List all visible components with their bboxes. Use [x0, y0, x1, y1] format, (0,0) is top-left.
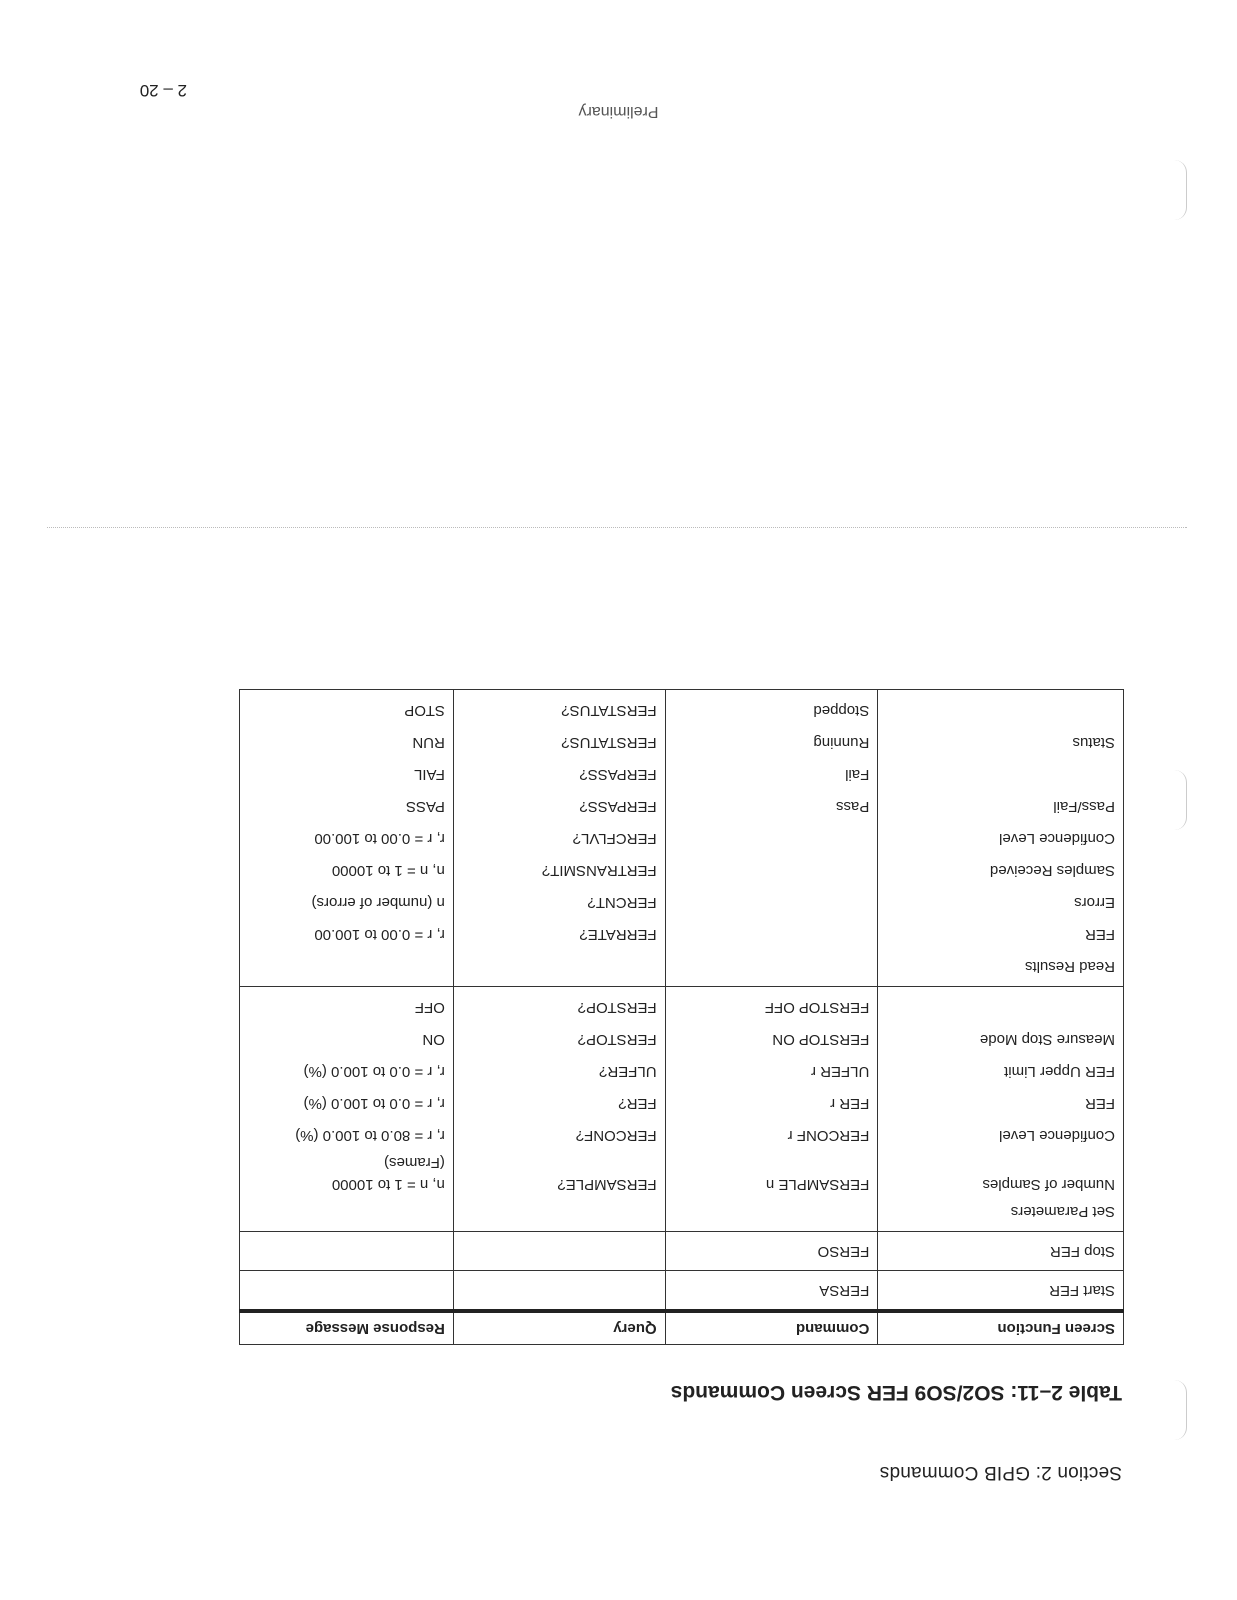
table-header-row [240, 1311, 1124, 1345]
table-row [240, 1271, 1124, 1312]
column-header: Screen Function [878, 1311, 1124, 1345]
cell-response [240, 1232, 454, 1271]
table-row [240, 1232, 1124, 1271]
cell-response: n, n = 1 to 10000 (Frames) r, r = 80.0 to 100.0 (%) r, r = 0.0 to 100.0 (%) r, r = 0.0 to 100.0 (%) ON OFF [240, 987, 454, 1232]
column-header: Query [453, 1311, 665, 1345]
scan-edge-mark [1162, 770, 1187, 830]
cell-function: Stop FER [878, 1232, 1124, 1271]
page-divider [47, 527, 1187, 528]
scan-edge-mark [1162, 160, 1187, 220]
commands-table [239, 689, 1124, 1345]
section-header: Section 2: GPIB Commands [879, 1462, 1122, 1483]
column-header: Response Message [240, 1311, 454, 1345]
cell-command: FERSA [665, 1271, 878, 1312]
column-header: Command [665, 1311, 878, 1345]
table-row [240, 987, 1124, 1232]
table-row [240, 690, 1124, 987]
cell-function: Set Parameters Number of Samples Confidence Level FER FER Upper Limit Measure Stop Mode [878, 987, 1124, 1232]
cell-query: FERSAMPLE? FERCONF? FER? ULFER? FERSTOP? FERSTOP? [453, 987, 665, 1232]
cell-command: Pass Fail Running Stopped [665, 690, 878, 987]
cell-query [453, 1271, 665, 1312]
page-number: 2 – 20 [139, 81, 187, 100]
table-caption: Table 2–11: SO2/SO9 FER Screen Commands [670, 1381, 1122, 1404]
preliminary-note: Preliminary [578, 103, 659, 120]
cell-query [453, 1232, 665, 1271]
cell-command: FERSO [665, 1232, 878, 1271]
cell-response [240, 1271, 454, 1312]
cell-function: Start FER [878, 1271, 1124, 1312]
cell-command: FERSAMPLE n FERCONF r FER r ULFER r FERSTOP ON FERSTOP OFF [665, 987, 878, 1232]
cell-function: Read Results FER Errors Samples Received Confidence Level Pass/Fail Status [878, 690, 1124, 987]
scan-edge-mark [1162, 1380, 1187, 1440]
cell-response: r, r = 0.00 to 100.00 n (number of errors) n, n = 1 to 10000 r, r = 0.00 to 100.00 PASS FAIL RUN STOP [240, 690, 454, 987]
cell-query: FERRATE? FERCNT? FERTRANSMIT? FERCFLVL? FERPASS? FERPASS? FERSTATUS? FERSTATUS? [453, 690, 665, 987]
